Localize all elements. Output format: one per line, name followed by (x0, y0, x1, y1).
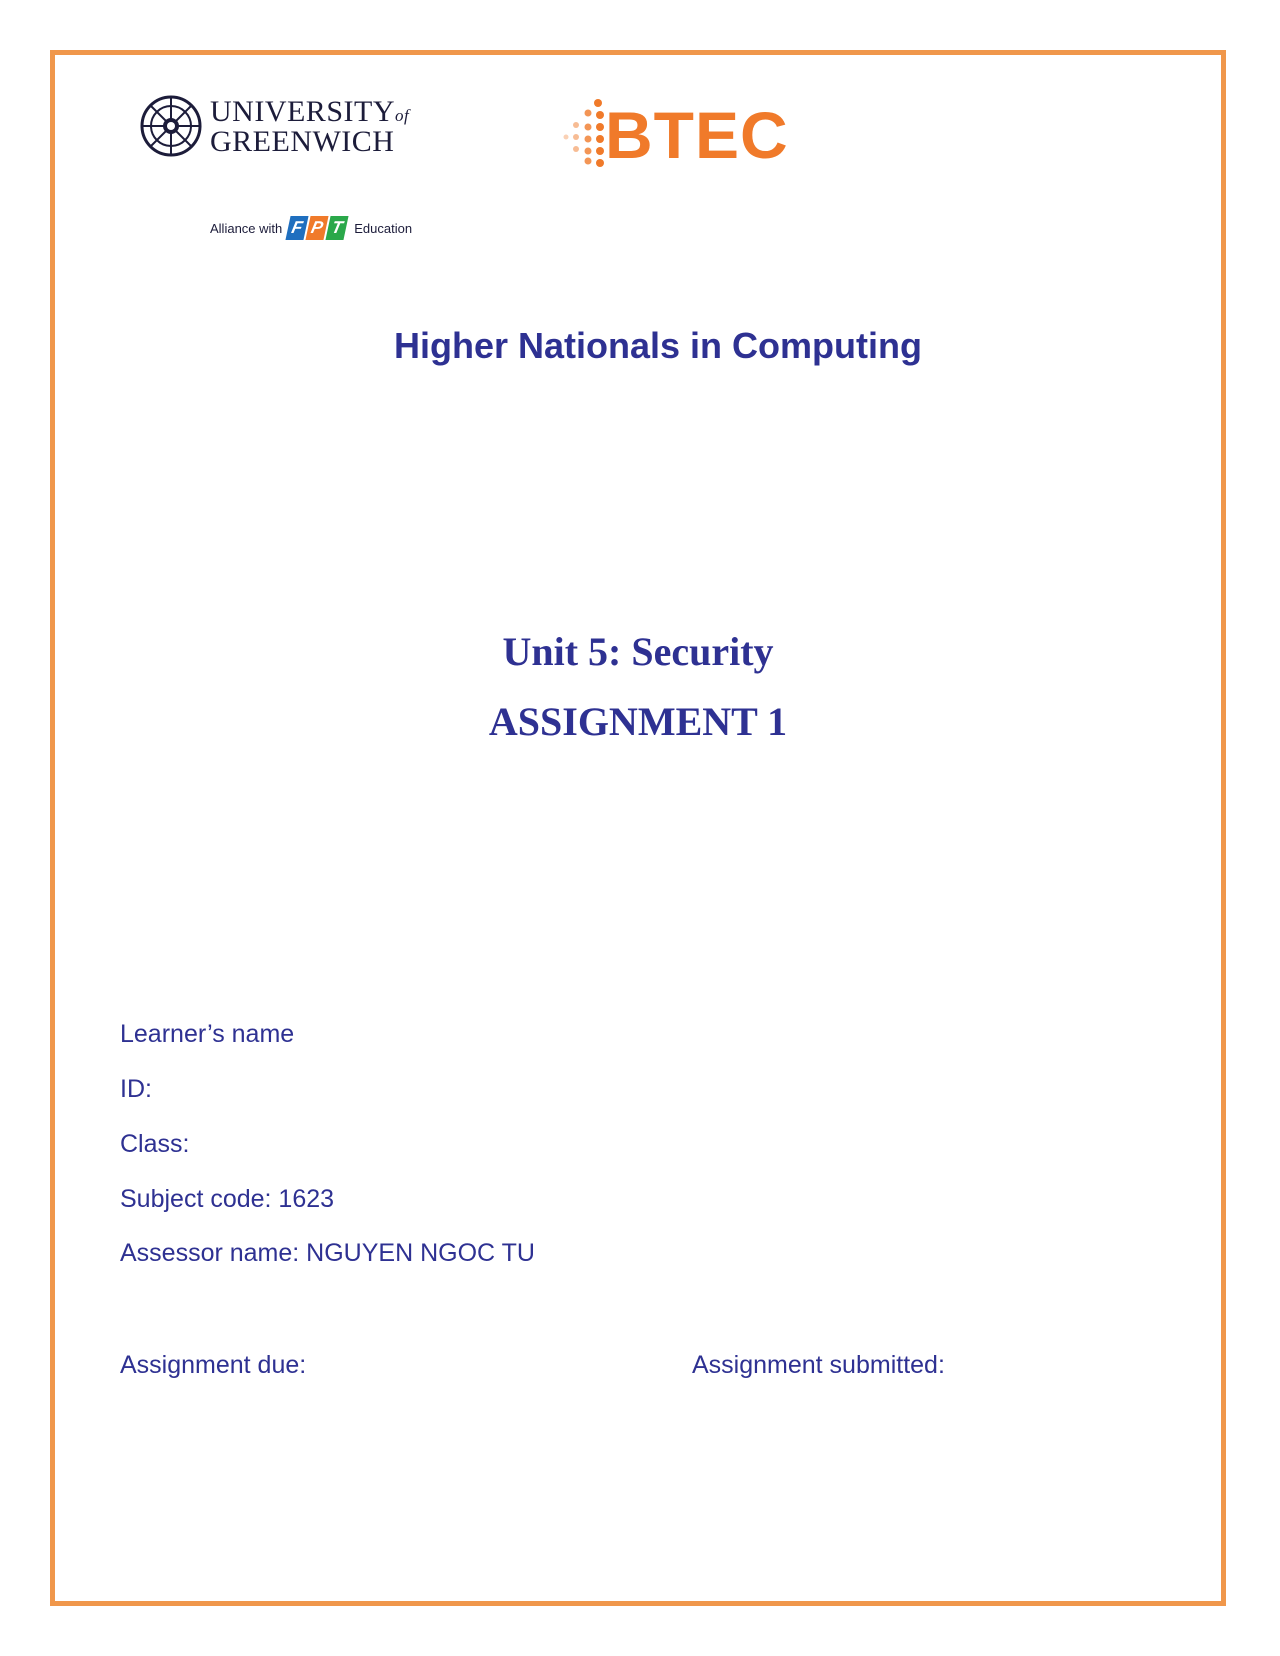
fpt-letter: T (326, 216, 349, 240)
greenwich-seal-icon (140, 95, 202, 157)
fpt-letter: P (306, 216, 329, 240)
assignment-submitted-label: Assignment submitted: (692, 1351, 945, 1379)
assignment-due-label: Assignment due: (120, 1351, 307, 1379)
learner-name-label: Learner’s name (120, 1020, 295, 1048)
fpt-letter: F (286, 216, 309, 240)
unit-title: Unit 5: Security (502, 629, 774, 674)
cover-page-frame (50, 50, 1226, 1606)
subject-code-label: Subject code: 1623 (120, 1185, 335, 1213)
btec-dots-icon (560, 95, 610, 175)
greenwich-logo-line2: GREENWICH (210, 125, 395, 158)
alliance-with-fpt: Alliance with F P T Education (210, 213, 412, 243)
university-of-greenwich-logo (140, 95, 415, 265)
id-label: ID: (120, 1075, 152, 1103)
fpt-logo (288, 216, 348, 240)
program-title: Higher Nationals in Computing (394, 325, 922, 366)
class-label: Class: (120, 1130, 190, 1158)
btec-wordmark: BTEC (605, 98, 789, 172)
greenwich-logo-line1: UNIVERSITYof (210, 95, 410, 128)
btec-logo (560, 95, 800, 175)
assessor-name-label: Assessor name: NGUYEN NGOC TU (120, 1239, 535, 1267)
assignment-title: ASSIGNMENT 1 (488, 699, 788, 744)
